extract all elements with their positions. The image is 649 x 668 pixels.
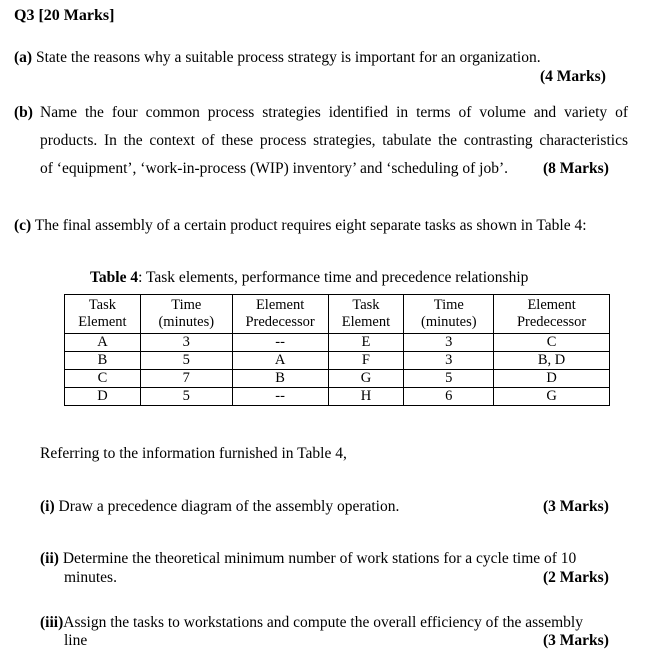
part-b-marks: (8 Marks) xyxy=(543,160,609,177)
part-b-label: (b) xyxy=(14,104,33,121)
table-cell: 5 xyxy=(140,352,232,370)
table-cell: D xyxy=(494,370,610,388)
table-cell: 3 xyxy=(404,352,494,370)
table-cell: A xyxy=(232,352,328,370)
referring-text: Referring to the information furnished in Table 4, xyxy=(40,445,347,462)
part-a-text: State the reasons why a suitable process strategy is important for an organization. xyxy=(35,49,541,66)
table-caption-text: : Task elements, performance time and precedence relationship xyxy=(138,269,529,286)
sub-i-text: Draw a precedence diagram of the assembly operation. xyxy=(58,498,400,515)
question-heading: Q3 [20 Marks] xyxy=(14,7,115,24)
part-c-label: (c) xyxy=(14,217,32,234)
table-cell: 3 xyxy=(404,334,494,352)
table-cell: 5 xyxy=(404,370,494,388)
table-cell: 5 xyxy=(140,388,232,406)
table-cell: H xyxy=(328,388,404,406)
table-cell: 6 xyxy=(404,388,494,406)
table-cell: A xyxy=(65,334,141,352)
sub-iii-line-2: line xyxy=(64,632,88,649)
part-a-label: (a) xyxy=(14,49,33,66)
table-cell: -- xyxy=(232,388,328,406)
header-task-element: Task Element xyxy=(65,295,141,334)
table-header-row xyxy=(65,295,610,334)
table-row xyxy=(65,388,610,406)
sub-ii-label: (ii) xyxy=(40,550,59,567)
part-c-text: The final assembly of a certain product requires eight separate tasks as shown in Table 4: xyxy=(34,217,587,234)
task-table xyxy=(64,294,610,406)
part-c-line xyxy=(14,217,587,235)
table-row xyxy=(65,334,610,352)
sub-i-label: (i) xyxy=(40,498,55,515)
table-cell: C xyxy=(65,370,141,388)
part-a-line xyxy=(14,49,541,67)
sub-i-marks: (3 Marks) xyxy=(543,498,609,515)
header-element-predecessor: Element Predecessor xyxy=(232,295,328,334)
header-time-minutes-2: Time (minutes) xyxy=(404,295,494,334)
sub-iii-text: Assign the tasks to workstations and compute the overall efficiency of the assembly xyxy=(63,614,583,631)
part-b-line-2: products. In the context of these process strategies, tabulate the contrasting characteristics xyxy=(40,132,628,149)
table-cell: B xyxy=(232,370,328,388)
table-cell: E xyxy=(328,334,404,352)
table-cell: G xyxy=(494,388,610,406)
part-b-line-1: Name the four common process strategies identified in terms of volume and variety of xyxy=(40,104,628,121)
table-cell: 3 xyxy=(140,334,232,352)
table-caption xyxy=(90,269,528,287)
part-a-marks: (4 Marks) xyxy=(540,68,606,85)
header-element-predecessor-2: Element Predecessor xyxy=(494,295,610,334)
table-row xyxy=(65,352,610,370)
sub-ii-text: Determine the theoretical minimum number of work stations for a cycle time of 10 xyxy=(62,550,577,567)
sub-ii-line-1 xyxy=(40,550,576,568)
sub-ii-marks: (2 Marks) xyxy=(543,569,609,586)
table-cell: B, D xyxy=(494,352,610,370)
table-cell: F xyxy=(328,352,404,370)
table-caption-label: Table 4 xyxy=(90,269,139,286)
sub-iii-line-1 xyxy=(40,614,583,632)
sub-iii-marks: (3 Marks) xyxy=(543,632,609,649)
header-task-element-2: Task Element xyxy=(328,295,404,334)
table-cell: D xyxy=(65,388,141,406)
table-cell: G xyxy=(328,370,404,388)
table-cell: C xyxy=(494,334,610,352)
table-cell: -- xyxy=(232,334,328,352)
part-b-line-3: of ‘equipment’, ‘work-in-process (WIP) inventory’ and ‘scheduling of job’. xyxy=(40,160,509,177)
sub-iii-label: (iii) xyxy=(40,614,64,631)
table-cell: B xyxy=(65,352,141,370)
sub-ii-line-2: minutes. xyxy=(64,569,117,586)
table-cell: 7 xyxy=(140,370,232,388)
table-row xyxy=(65,370,610,388)
sub-i-line xyxy=(40,498,399,516)
header-time-minutes: Time (minutes) xyxy=(140,295,232,334)
